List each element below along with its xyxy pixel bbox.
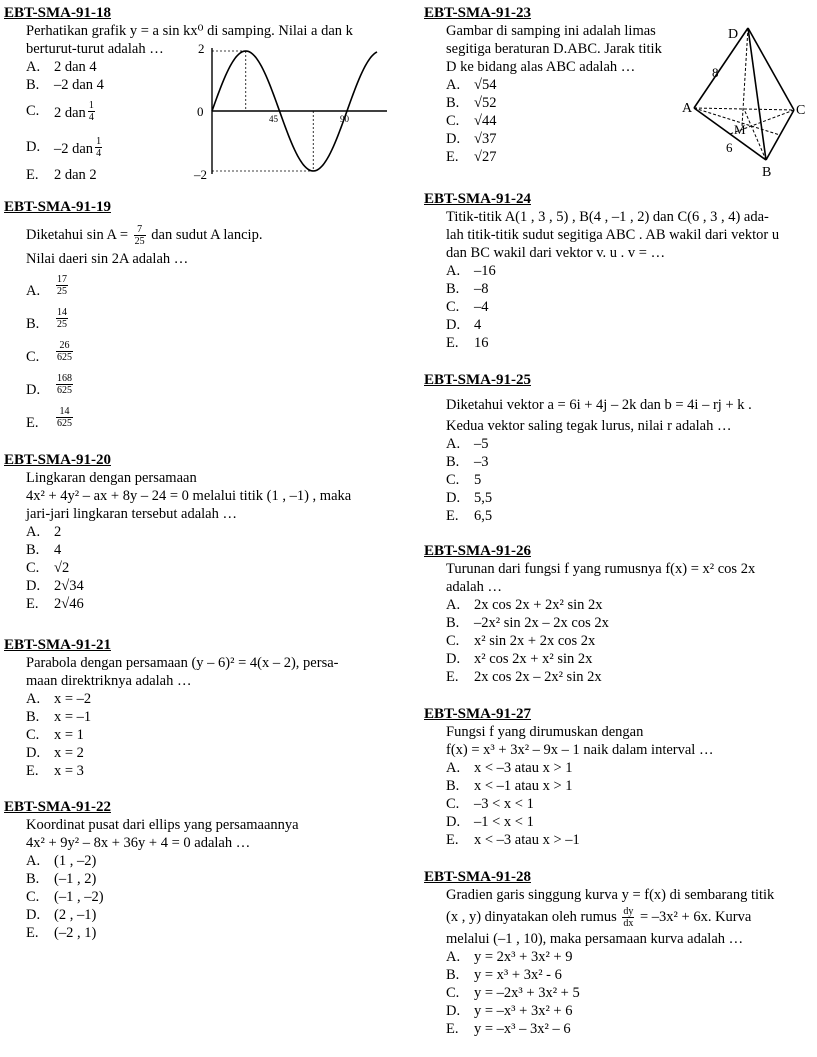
- label-base-6: 6: [726, 140, 733, 155]
- stem-line: Parabola dengan persamaan (y – 6)² = 4(x – 2), persa-: [26, 655, 339, 671]
- question-27: [424, 705, 814, 849]
- options: [26, 852, 399, 942]
- stem-line: Gradien garis singgung kurva y = f(x) di sembarang titik: [446, 887, 775, 903]
- label-c: C: [796, 103, 806, 118]
- option-e[interactable]: E. (–2 , 1): [26, 925, 97, 941]
- stem-line: Diketahui vektor a = 6i + 4j – 2k dan b = 4i – rj + k .: [446, 397, 752, 413]
- option-d[interactable]: D. x = 2: [26, 745, 84, 761]
- stem-line: D ke bidang alas ABC adalah …: [446, 59, 636, 75]
- options: [446, 435, 814, 525]
- question-19: [4, 198, 399, 439]
- option-e[interactable]: E. x = 3: [26, 763, 84, 779]
- label-m: M: [734, 122, 746, 137]
- question-header: EBT-SMA-91-22: [4, 799, 111, 815]
- y-tick-bottom: –2: [194, 167, 207, 182]
- question-header: EBT-SMA-91-23: [424, 5, 531, 21]
- question-stem: [26, 469, 399, 523]
- option-a[interactable]: A. x < –3 atau x > 1: [446, 760, 573, 776]
- stem-line: Koordinat pusat dari ellips yang persamaannya: [26, 817, 299, 833]
- stem-line: jari-jari lingkaran tersebut adalah …: [26, 506, 237, 522]
- option-b[interactable]: B. 4: [26, 542, 62, 558]
- option-d[interactable]: D. (2 , –1): [26, 907, 97, 923]
- question-stem: Gradien garis singgung kurva y = f(x) di sembarang titik (x , y) dinyatakan oleh rumus $\frac{dy}{dx}$ = –3x² + 6x. Kurva melalui (–1 , 10), maka persamaan kurva adalah …: [446, 886, 814, 948]
- height-dm: [742, 28, 748, 126]
- question-header: EBT-SMA-91-25: [424, 372, 531, 388]
- options: [26, 690, 399, 780]
- option-c[interactable]: C. 5: [446, 472, 482, 488]
- y-tick-top: 2: [198, 44, 205, 56]
- stem-line: maan direktriknya adalah …: [26, 673, 192, 689]
- stem-line: segitiga beraturan D.ABC. Jarak titik: [446, 41, 662, 57]
- question-header: EBT-SMA-91-19: [4, 199, 111, 215]
- stem-line: Gambar di samping ini adalah limas: [446, 23, 656, 39]
- question-stem: [446, 393, 814, 435]
- stem-text: (x , y) dinyatakan oleh rumus: [446, 909, 617, 925]
- label-b: B: [762, 165, 772, 180]
- option-d[interactable]: D. 5,5: [446, 490, 493, 506]
- options: [446, 948, 814, 1038]
- option-a[interactable]: A. 2 dan 4: [26, 59, 97, 75]
- option-d[interactable]: D. –2 dan $\frac{1}{4}$: [26, 136, 102, 159]
- option-e[interactable]: E. $\frac{14}{625}$: [26, 406, 72, 431]
- sine-graph: [192, 44, 387, 184]
- option-e[interactable]: E. 2 dan 2: [26, 167, 97, 183]
- stem-text: = –3x² + 6x. Kurva: [640, 909, 752, 925]
- option-a[interactable]: A. y = 2x³ + 3x² + 9: [446, 949, 573, 965]
- question-24: [424, 190, 814, 352]
- question-header: EBT-SMA-91-24: [424, 191, 531, 207]
- stem-line: lah titik-titik sudut segitiga ABC . AB wakil dari vektor u: [446, 227, 780, 243]
- option-e[interactable]: E. 16: [446, 335, 489, 351]
- option-e[interactable]: E. 6,5: [446, 508, 493, 524]
- options: [446, 759, 814, 849]
- question-header: EBT-SMA-91-18: [4, 5, 111, 21]
- option-c[interactable]: C. √44: [446, 113, 497, 129]
- question-header: EBT-SMA-91-21: [4, 637, 111, 653]
- label-edge-8: 8: [712, 65, 719, 80]
- stem-text: dan sudut A lancip.: [151, 226, 263, 243]
- question-header: EBT-SMA-91-28: [424, 869, 531, 885]
- options: [26, 523, 399, 613]
- question-22: [4, 798, 399, 942]
- question-header: EBT-SMA-91-26: [424, 543, 531, 559]
- graph-canvas: [212, 48, 387, 174]
- options: [26, 274, 399, 439]
- label-d: D: [728, 27, 739, 42]
- option-a[interactable]: A. –5: [446, 436, 489, 452]
- edge-dc: [748, 28, 794, 110]
- option-c[interactable]: C. y = –2x³ + 3x² + 5: [446, 985, 580, 1001]
- option-b[interactable]: B. –3: [446, 454, 489, 470]
- stem-line: dan BC wakil dari vektor v. u . v = …: [446, 245, 666, 261]
- stem-line: 4x² + 4y² – ax + 8y – 24 = 0 melalui titik (1 , –1) , maka: [26, 488, 352, 504]
- stem-line: Fungsi f yang dirumuskan dengan: [446, 724, 644, 740]
- option-b[interactable]: B. x = –1: [26, 709, 92, 725]
- option-c[interactable]: C. x = 1: [26, 727, 84, 743]
- stem-line: adalah …: [446, 579, 502, 595]
- option-a[interactable]: A. –16: [446, 263, 496, 279]
- option-c[interactable]: C. $\frac{26}{625}$: [26, 340, 72, 365]
- question-stem: [446, 560, 814, 596]
- stem-line: Kedua vektor saling tegak lurus, nilai r adalah …: [446, 418, 732, 434]
- stem-line: Turunan dari fungsi f yang rumusnya f(x) = x² cos 2x: [446, 561, 756, 577]
- option-d[interactable]: D. –1 < x < 1: [446, 814, 534, 830]
- option-b[interactable]: B. –2 dan 4: [26, 77, 104, 93]
- option-b[interactable]: B. √52: [446, 95, 497, 111]
- y-tick-zero: 0: [197, 104, 204, 119]
- option-b[interactable]: B. –8: [446, 281, 489, 297]
- option-d[interactable]: D. $\frac{168}{625}$: [26, 373, 72, 398]
- option-b[interactable]: B. –2x² sin 2x – 2x cos 2x: [446, 615, 609, 631]
- stem-line: melalui (–1 , 10), maka persamaan kurva adalah …: [446, 931, 744, 947]
- option-a[interactable]: A. 2x cos 2x + 2x² sin 2x: [446, 597, 603, 613]
- option-b[interactable]: B. (–1 , 2): [26, 871, 97, 887]
- option-c[interactable]: C. –3 < x < 1: [446, 796, 534, 812]
- option-e[interactable]: E. 2√46: [26, 596, 84, 612]
- option-c[interactable]: C. –4: [446, 299, 489, 315]
- stem-line: f(x) = x³ + 3x² – 9x – 1 naik dalam interval …: [446, 742, 714, 758]
- stem-line: berturut-turut adalah …: [26, 41, 164, 57]
- stem-line: Lingkaran dengan persamaan: [26, 470, 197, 486]
- option-e[interactable]: E. y = –x³ – 3x² – 6: [446, 1021, 571, 1037]
- question-20: [4, 451, 399, 613]
- question-stem: [26, 654, 399, 690]
- question-header: EBT-SMA-91-20: [4, 452, 111, 468]
- stem-text: Diketahui sin A =: [26, 226, 129, 243]
- option-d[interactable]: D. 2√34: [26, 578, 84, 594]
- option-e[interactable]: E. 2x cos 2x – 2x² sin 2x: [446, 669, 602, 685]
- options: [446, 596, 814, 686]
- question-stem: Diketahui sin A = $\frac{7}{25}$ dan sudut A lancip. Nilai daeri sin 2A adalah …: [26, 224, 399, 268]
- question-23: [424, 4, 814, 180]
- option-a[interactable]: A. √54: [446, 77, 497, 93]
- label-a: A: [682, 101, 693, 116]
- option-c[interactable]: C. x² sin 2x + 2x cos 2x: [446, 633, 596, 649]
- x-tick-45: 45: [269, 114, 278, 124]
- option-c[interactable]: C. √2: [26, 560, 70, 576]
- question-header: EBT-SMA-91-27: [424, 706, 531, 722]
- option-e[interactable]: E. √27: [446, 149, 497, 165]
- stem-line: Nilai daeri sin 2A adalah …: [26, 251, 189, 267]
- question-stem: [446, 208, 814, 262]
- option-d[interactable]: D. 4: [446, 317, 482, 333]
- stem-line: Perhatikan grafik y = a sin kx⁰ di samping. Nilai a dan k: [26, 23, 353, 39]
- question-26: [424, 542, 814, 686]
- question-stem: [446, 723, 814, 759]
- question-18: [4, 4, 399, 184]
- stem-line: Titik-titik A(1 , 3 , 5) , B(4 , –1 , 2) dan C(6 , 3 , 4) ada-: [446, 209, 769, 225]
- edge-da: [694, 28, 748, 108]
- option-a[interactable]: A. $\frac{17}{25}$: [26, 274, 67, 299]
- question-28: [424, 868, 814, 1038]
- option-b[interactable]: B. y = x³ + 3x² - 6: [446, 967, 562, 983]
- option-c[interactable]: C. 2 dan $\frac{1}{4}$: [26, 100, 94, 123]
- option-d[interactable]: D. √37: [446, 131, 497, 147]
- option-b[interactable]: B. x < –1 atau x > 1: [446, 778, 573, 794]
- option-d[interactable]: D. y = –x³ + 3x² + 6: [446, 1003, 573, 1019]
- options: [446, 262, 814, 352]
- option-c[interactable]: C. (–1 , –2): [26, 889, 104, 905]
- option-d[interactable]: D. x² cos 2x + x² sin 2x: [446, 651, 593, 667]
- option-a[interactable]: A. 2: [26, 524, 62, 540]
- question-21: [4, 636, 399, 780]
- option-e[interactable]: E. x < –3 atau x > –1: [446, 832, 580, 848]
- question-stem: [26, 816, 399, 852]
- pyramid-figure: [682, 20, 814, 180]
- stem-line: 4x² + 9y² – 8x + 36y + 4 = 0 adalah …: [26, 835, 251, 851]
- question-25: [424, 371, 814, 525]
- option-a[interactable]: A. x = –2: [26, 691, 92, 707]
- option-b[interactable]: B. $\frac{14}{25}$: [26, 307, 67, 332]
- x-tick-90: 90: [340, 114, 349, 124]
- option-a[interactable]: A. (1 , –2): [26, 853, 97, 869]
